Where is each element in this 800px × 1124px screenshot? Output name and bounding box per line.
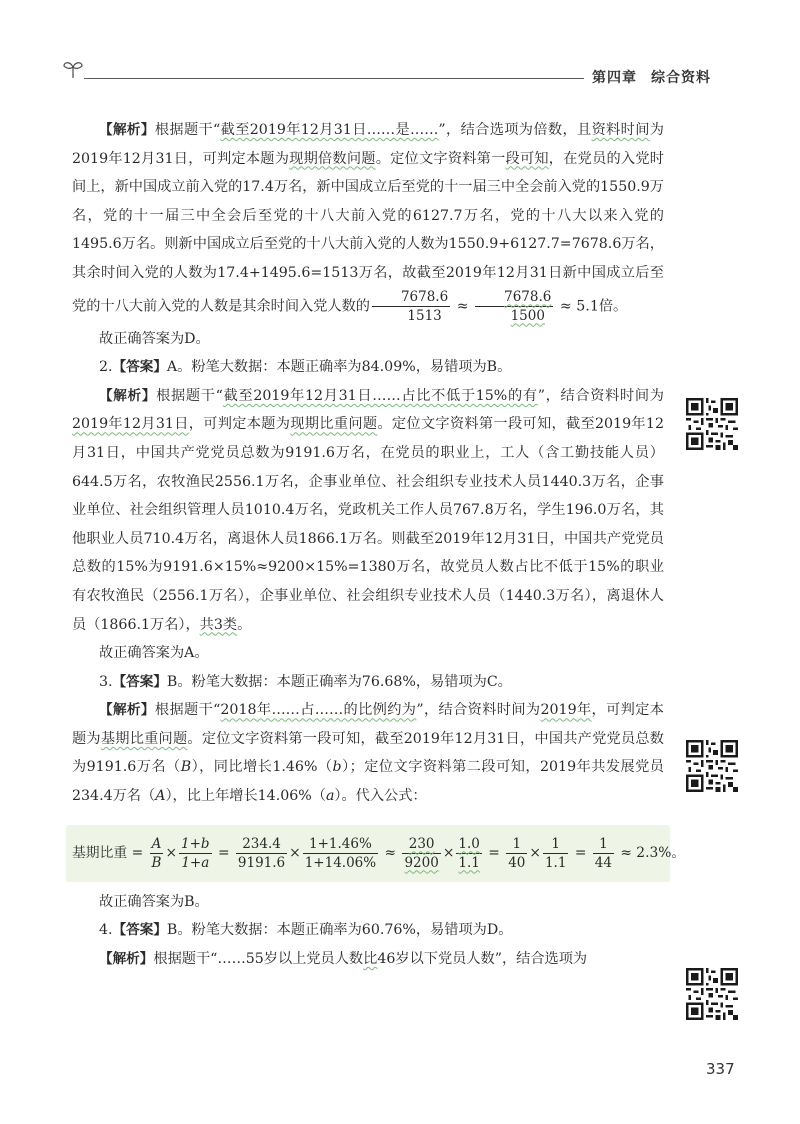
fraction — [179, 835, 212, 872]
fraction-numerator: 1 — [543, 835, 568, 854]
variable: A — [155, 788, 166, 805]
fraction — [372, 288, 450, 325]
times-sign: × — [529, 844, 541, 861]
highlight-text: 截至2019年12月31日……是…… — [220, 122, 439, 138]
qr-code-icon[interactable] — [686, 968, 738, 1020]
text-run: 。定位文字资料第一 — [375, 150, 506, 167]
analysis-block-1 — [72, 116, 664, 325]
question-number: 3. — [99, 673, 113, 690]
fraction-denominator: 1+a — [181, 854, 210, 871]
equals-sign: = — [483, 844, 505, 861]
fraction-numerator: 1.0 — [458, 835, 480, 852]
highlight-text: 现期比重问题 — [290, 416, 378, 433]
answer-text: A。粉笔大数据：本题正确率为84.09%，易错项为B。 — [166, 359, 512, 376]
fraction-denominator: 1.1 — [544, 854, 567, 871]
highlight-text: 基期比重问题 — [100, 730, 188, 747]
text-run: 。定位文字资料第一段可知，截至2019年12月31日，中国共产党党员总数为9191.6万名（ — [72, 730, 664, 776]
highlight-text: 截至2019年12月31日……占比不低于15%的有 — [222, 387, 538, 404]
analysis-block-2 — [72, 382, 664, 639]
fraction-numerator: 7678.6 — [475, 288, 553, 307]
answer-q3 — [72, 668, 664, 697]
highlight-text: 2019年 — [540, 702, 592, 719]
text-run: ≈ — [452, 298, 474, 315]
text-run: ≈ 5.1倍。 — [555, 298, 628, 315]
formula-result: ≈ 2.3%。 — [615, 844, 686, 861]
answer-tag: 【答案】 — [112, 359, 167, 376]
chapter-number: 第四章 — [592, 70, 637, 86]
fraction — [236, 835, 287, 872]
fraction-denominator: 1+14.06% — [304, 854, 377, 871]
fraction-denominator: 1513 — [407, 307, 442, 324]
times-sign: × — [442, 844, 455, 861]
highlight-text: 2019年12月31日 — [72, 416, 189, 433]
answer-tag: 【答案】 — [112, 673, 167, 690]
text-run: ），同比增长1.46%（ — [191, 759, 333, 776]
fraction-numerator: A — [150, 835, 164, 854]
highlight-text: 现期倍数问题 — [289, 150, 376, 167]
text-run: ）；定位文字资料第二段可知，2019年共发展党员234.4万名（ — [72, 759, 664, 805]
analysis-tag: 【解析】 — [99, 702, 155, 719]
fraction-denominator: 9200 — [404, 854, 439, 871]
fraction — [593, 835, 614, 872]
fraction-numerator: 1 — [593, 835, 614, 854]
fraction-numerator: 230 — [402, 835, 440, 854]
fraction — [543, 835, 568, 872]
chapter-title: 综合资料 — [651, 70, 711, 86]
analysis-tag: 【解析】 — [99, 950, 154, 967]
fraction-denominator: 1500 — [510, 307, 545, 324]
answer-q2 — [72, 353, 664, 382]
text-run: ），比上年增长14.06%（ — [165, 788, 326, 805]
qr-code-icon[interactable] — [686, 398, 738, 450]
fraction-denominator: 1.1 — [458, 854, 480, 871]
answer-tag: 【答案】 — [112, 922, 167, 939]
fraction — [303, 835, 378, 872]
text-run: ，在党员的入党时间上，新中国成立前入党的17.4万名，新中国成立后至党的十一届三中全会前入党的1550.9万名，党的十一届三中全会后至党的十八大前入党的6127.7万名，党的十八大以来入党的1495.6万名。则新中国成立后至党的十八大前入党的人数为1550.9+6127.7=7678.6万名，其余时间入党的人数为17.4+1495.6=1513万名，故截至2019年12月31日新中国成立后至党的十八大前入党的人数是其余时间入党人数的 — [72, 150, 664, 315]
analysis-tag: 【解析】 — [99, 122, 155, 138]
text-run: 46岁以下党员人数”，结合选项为 — [377, 950, 588, 967]
fraction-numerator: 1+b — [181, 835, 210, 852]
highlight-text: 共3类 — [199, 616, 238, 633]
answer-text: B。粉笔大数据：本题正确率为60.76%，易错项为D。 — [166, 922, 513, 939]
equals-sign: = — [127, 844, 148, 861]
highlight-text: 比 — [363, 950, 378, 967]
approx-sign: ≈ — [380, 844, 401, 861]
variable: a — [325, 788, 335, 805]
fraction-numerator: 1 — [506, 835, 527, 854]
fraction-numerator: 234.4 — [236, 835, 287, 854]
answer-line-2: 故正确答案为A。 — [99, 645, 209, 662]
text-run: 为2019年12月31日，可判定本题为 — [72, 122, 664, 167]
equals-sign: = — [570, 844, 591, 861]
fraction-denominator: 44 — [594, 854, 612, 871]
equals-sign: = — [213, 844, 234, 861]
answer-text: B。粉笔大数据：本题正确率为76.68%，易错项为C。 — [166, 673, 512, 690]
text-run: ”，结合资料时间为 — [537, 387, 664, 404]
fraction — [456, 835, 481, 872]
fraction — [402, 835, 440, 872]
times-sign: × — [165, 844, 178, 861]
formula-label: 基期比重 — [72, 844, 128, 861]
analysis-tag: 【解析】 — [99, 387, 157, 404]
answer-line-3: 故正确答案为B。 — [99, 893, 209, 910]
variable: b — [332, 759, 342, 776]
page-number: 337 — [706, 1060, 735, 1078]
fraction — [506, 835, 527, 872]
qr-code-icon[interactable] — [686, 740, 738, 792]
page-header — [0, 0, 800, 100]
answer-q4 — [72, 916, 664, 945]
fraction — [475, 288, 553, 325]
fraction-numerator: 1+1.46% — [303, 835, 378, 854]
base-period-ratio-formula — [66, 825, 686, 882]
chapter-heading — [592, 67, 711, 87]
highlight-text: 段可知 — [505, 150, 549, 167]
text-run: 根据题干“ — [154, 122, 221, 138]
text-run: ”，结合选项为倍数，且 — [438, 122, 592, 138]
text-run: 根据题干“ — [154, 702, 221, 719]
variable: B — [180, 759, 192, 776]
header-rule — [84, 78, 584, 79]
text-run: ，可判定本题为 — [72, 702, 664, 747]
question-number: 2. — [99, 359, 113, 376]
analysis-block-3 — [72, 696, 664, 810]
text-run: 。 — [237, 616, 252, 633]
page-body — [72, 116, 686, 973]
text-run: 。定位文字资料第一段可知，截至2019年12月31日，中国共产党党员总数为9191.6万名，在党员的职业上，工人（含工勤技能人员）644.5万名，农牧渔民2556.1万名，企事业单位、社会组织专业技术人员1440.3万名，企事业单位、社会组织管理人员1010.4万名，党政机关工作人员767.8万名，学生196.0万名，其他职业人员710.4万名，离退休人员1866.1万名。则截至2019年12月31日，中国共产党党员总数的15%为 — [72, 416, 664, 576]
question-number: 4. — [99, 922, 113, 939]
highlight-text: 资料时间 — [591, 122, 650, 138]
fraction-denominator: B — [151, 854, 162, 871]
fraction-numerator: 7678.6 — [372, 288, 450, 307]
text-run: 9191.6×15%≈9200×15%=1380万名，故党员人数占比不低于15%的职业有农牧渔民（2556.1万名），企事业单位、社会组织专业技术人员（1440.3万名），离退休人员（1866.1万名）， — [72, 559, 664, 633]
text-run: 根据题干“……55岁以上党员人数 — [153, 950, 364, 967]
text-run: ”，结合资料时间为 — [416, 702, 541, 719]
answer-line-1: 故正确答案为D。 — [99, 330, 210, 347]
times-sign: × — [289, 844, 301, 861]
fraction-denominator: 9191.6 — [237, 854, 286, 871]
text-run: ）。代入公式： — [334, 788, 427, 805]
sprout-icon — [62, 58, 84, 80]
fraction — [150, 835, 164, 872]
highlight-text: 2018年……占……的比例约为 — [220, 702, 417, 719]
analysis-block-4 — [72, 945, 664, 974]
fraction-denominator: 40 — [508, 854, 526, 871]
text-run: ，可判定本题为 — [188, 416, 291, 433]
text-run: 根据题干“ — [156, 387, 223, 404]
